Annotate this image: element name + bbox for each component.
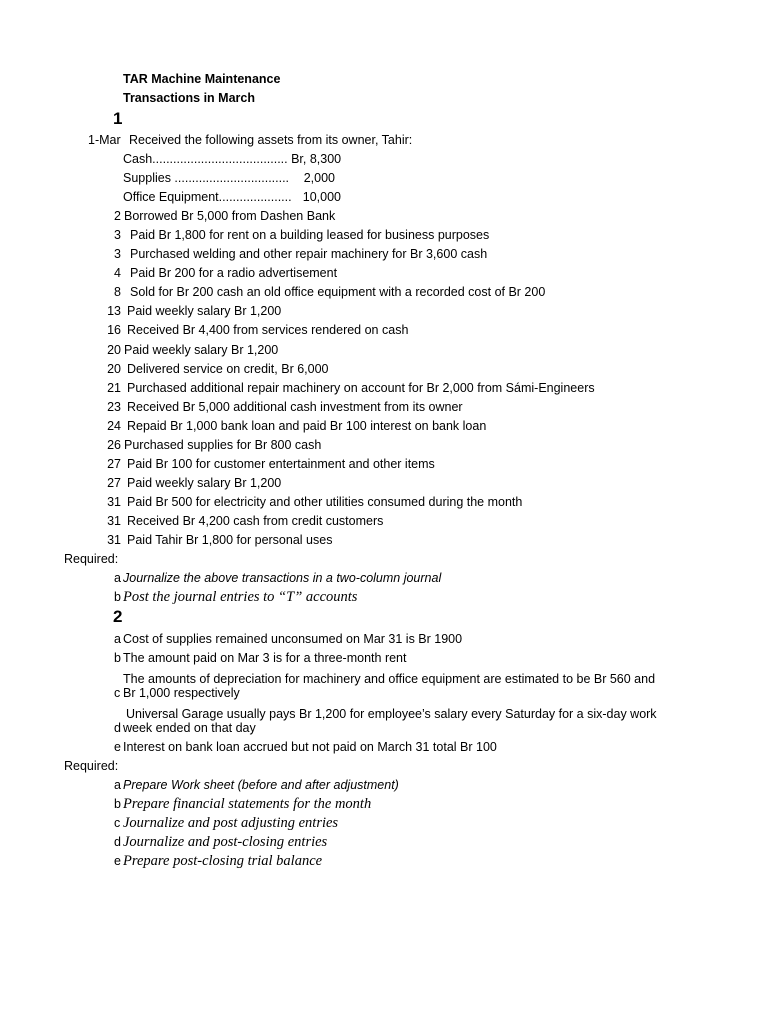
required-letter: d: [114, 835, 121, 849]
adjustment-text: Cost of supplies remained unconsumed on Mar 31 is Br 1900: [123, 632, 463, 646]
transaction-text: Delivered service on credit, Br 6,000: [127, 362, 329, 376]
transaction-text: Purchased additional repair machinery on account for Br 2,000 from Sámi-Engineers: [127, 381, 595, 395]
transaction-day: 31: [107, 514, 121, 528]
transaction-day: 3: [114, 228, 121, 242]
adjustment-text: Br 1,000 respectively: [123, 686, 240, 700]
adjustment-letter: c: [114, 686, 121, 700]
transaction-text: Paid weekly salary Br 1,200: [124, 343, 279, 357]
transaction-day: 31: [107, 495, 121, 509]
required-letter: b: [114, 590, 121, 604]
required-letter: a: [114, 571, 121, 585]
required-text: Prepare Work sheet (before and after adjustment): [123, 778, 399, 792]
transaction-text: Paid weekly salary Br 1,200: [127, 476, 282, 490]
asset-office-equipment-label: Office Equipment.....................: [123, 190, 292, 204]
required-heading: Required:: [64, 759, 119, 773]
required-letter: b: [114, 797, 121, 811]
transaction-text: Sold for Br 200 cash an old office equipment with a recorded cost of Br 200: [130, 285, 546, 299]
adjustment-text: Universal Garage usually pays Br 1,200 for employee’s salary every Saturday for a six-day work: [126, 707, 657, 721]
transaction-text: Paid weekly salary Br 1,200: [127, 304, 282, 318]
adjustment-text: The amount paid on Mar 3 is for a three-month rent: [123, 651, 407, 665]
transaction-text: Paid Br 500 for electricity and other utilities consumed during the month: [127, 495, 523, 509]
transaction-day: 4: [114, 266, 121, 280]
transaction-text: Purchased welding and other repair machinery for Br 3,600 cash: [130, 247, 488, 261]
asset-supplies-value: 2,000: [303, 171, 335, 185]
transaction-day: 26: [107, 438, 121, 452]
asset-cash: Cash....................................... Br, 8,300: [123, 152, 342, 166]
required-text: Journalize the above transactions in a two-column journal: [123, 571, 442, 585]
transaction-text: Paid Br 200 for a radio advertisement: [130, 266, 338, 280]
asset-supplies-label: Supplies .................................: [123, 171, 290, 185]
adjustment-text: week ended on that day: [123, 721, 256, 735]
adjustment-text: Interest on bank loan accrued but not paid on March 31 total Br 100: [123, 740, 497, 754]
transaction-day: 27: [107, 457, 121, 471]
transaction-day: 27: [107, 476, 121, 490]
part-1-number: 1: [113, 109, 123, 128]
required-text: Journalize and post adjusting entries: [123, 815, 339, 831]
transaction-day: 8: [114, 285, 121, 299]
adjustment-letter: a: [114, 632, 121, 646]
required-text: Prepare financial statements for the month: [123, 796, 372, 812]
transaction-text: Received the following assets from its owner, Tahir:: [129, 133, 413, 147]
transaction-text: Borrowed Br 5,000 from Dashen Bank: [124, 209, 336, 223]
asset-office-equipment-value: 10,000: [302, 190, 341, 204]
transaction-day: 20: [107, 343, 121, 357]
adjustment-letter: d: [114, 721, 121, 735]
transaction-date: 1-Mar: [88, 133, 121, 147]
transaction-text: Paid Br 100 for customer entertainment and other items: [127, 457, 435, 471]
transaction-day: 13: [107, 304, 121, 318]
required-text: Prepare post-closing trial balance: [123, 853, 323, 869]
required-text: Journalize and post-closing entries: [123, 834, 328, 850]
adjustment-letter: b: [114, 651, 121, 665]
required-letter: e: [114, 854, 121, 868]
transaction-text: Received Br 4,400 from services rendered on cash: [127, 323, 409, 337]
transaction-text: Paid Tahir Br 1,800 for personal uses: [127, 533, 333, 547]
required-heading: Required:: [64, 552, 119, 566]
transaction-day: 31: [107, 533, 121, 547]
adjustment-text: The amounts of depreciation for machinery and office equipment are estimated to be Br 560 and: [123, 672, 656, 686]
required-text: Post the journal entries to “T” accounts: [123, 589, 358, 605]
adjustment-letter: e: [114, 740, 121, 754]
transaction-text: Purchased supplies for Br 800 cash: [124, 438, 322, 452]
transaction-text: Paid Br 1,800 for rent on a building leased for business purposes: [130, 228, 490, 242]
transaction-day: 21: [107, 381, 121, 395]
part-2-number: 2: [113, 607, 123, 626]
transaction-day: 20: [107, 362, 121, 376]
company-title: TAR Machine Maintenance: [123, 72, 281, 86]
transaction-day: 3: [114, 247, 121, 261]
transaction-text: Repaid Br 1,000 bank loan and paid Br 100 interest on bank loan: [127, 419, 487, 433]
transaction-day: 23: [107, 400, 121, 414]
transaction-text: Received Br 5,000 additional cash investment from its owner: [127, 400, 463, 414]
transaction-text: Received Br 4,200 cash from credit customers: [127, 514, 384, 528]
transaction-day: 24: [107, 419, 121, 433]
transaction-day: 16: [107, 323, 121, 337]
required-letter: a: [114, 778, 121, 792]
page-subtitle: Transactions in March: [123, 91, 255, 105]
transaction-day: 2: [114, 209, 121, 223]
required-letter: c: [114, 816, 121, 830]
